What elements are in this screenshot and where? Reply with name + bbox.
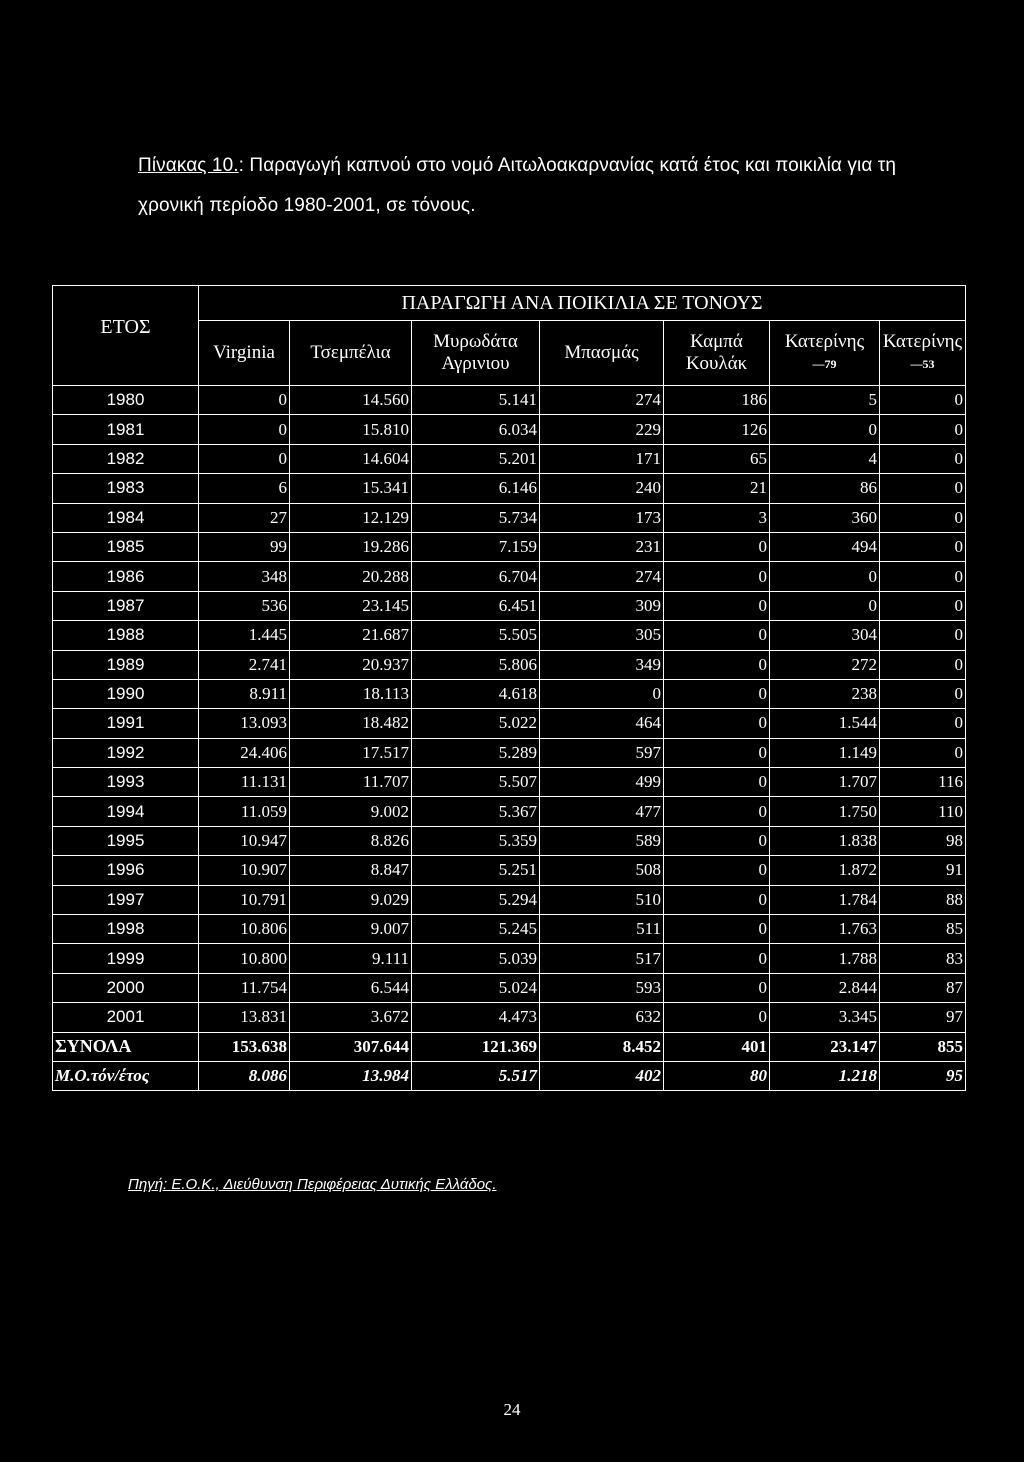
table-cell: 126 (664, 415, 770, 444)
table-cell: 1.218 (770, 1061, 880, 1090)
row-label: 1995 (53, 826, 199, 855)
table-cell: 11.131 (199, 768, 290, 797)
row-label: 1997 (53, 885, 199, 914)
year-column-header: ΕΤΟΣ (53, 286, 199, 386)
table-cell: 0 (199, 444, 290, 473)
table-cell: 508 (540, 856, 664, 885)
table-cell: 0 (664, 915, 770, 944)
row-label: 1992 (53, 738, 199, 767)
table-cell: 0 (664, 885, 770, 914)
table-cell: 99 (199, 532, 290, 561)
table-cell: 87 (880, 973, 966, 1002)
table-cell: 10.806 (199, 915, 290, 944)
table-cell: 1.763 (770, 915, 880, 944)
table-cell: 23.145 (290, 591, 412, 620)
page-number: 24 (503, 1400, 521, 1419)
table-cell: 12.129 (290, 503, 412, 532)
table-cell: 0 (880, 621, 966, 650)
column-header-line1: Καμπά (690, 331, 743, 352)
column-header (540, 321, 664, 386)
table-cell: 5.517 (412, 1061, 540, 1090)
row-label: 1999 (53, 944, 199, 973)
row-label: 1984 (53, 503, 199, 532)
table-cell: 65 (664, 444, 770, 473)
table-row (53, 503, 966, 532)
table-cell: 0 (664, 650, 770, 679)
table-cell: 0 (770, 591, 880, 620)
table-cell: 6.451 (412, 591, 540, 620)
table-cell: 85 (880, 915, 966, 944)
table-row (53, 709, 966, 738)
table-row (53, 621, 966, 650)
table-cell: 5.806 (412, 650, 540, 679)
table-cell: 6 (199, 474, 290, 503)
table-cell: 1.838 (770, 826, 880, 855)
table-row (53, 885, 966, 914)
table-cell: 0 (880, 532, 966, 561)
row-label: 1990 (53, 679, 199, 708)
table-row (53, 944, 966, 973)
table-cell: 589 (540, 826, 664, 855)
row-label: 1998 (53, 915, 199, 944)
table-cell: 17.517 (290, 738, 412, 767)
column-header-line2: Αγρινιου (441, 353, 510, 374)
table-cell: 307.644 (290, 1032, 412, 1061)
table-cell: 15.810 (290, 415, 412, 444)
row-label: 1986 (53, 562, 199, 591)
table-cell: 2.741 (199, 650, 290, 679)
table-cell: 231 (540, 532, 664, 561)
row-label: 1988 (53, 621, 199, 650)
table-cell: 238 (770, 679, 880, 708)
table-cell: 0 (199, 386, 290, 415)
average-row (53, 1061, 966, 1090)
column-header-line1: Μυρωδάτα (433, 331, 518, 352)
table-row (53, 444, 966, 473)
table-row (53, 738, 966, 767)
row-label: Μ.Ο.τόν/έτος (53, 1061, 199, 1090)
row-label: 1985 (53, 532, 199, 561)
table-cell: 360 (770, 503, 880, 532)
table-cell: 21 (664, 474, 770, 503)
table-cell: 10.791 (199, 885, 290, 914)
table-cell: 6.146 (412, 474, 540, 503)
table-cell: 5.289 (412, 738, 540, 767)
table-cell: 97 (880, 1003, 966, 1032)
table-cell: 11.754 (199, 973, 290, 1002)
table-cell: 95 (880, 1061, 966, 1090)
table-cell: 171 (540, 444, 664, 473)
table-cell: 1.707 (770, 768, 880, 797)
table-cell: 348 (199, 562, 290, 591)
table-row (53, 797, 966, 826)
caption-label: Πίνακας 10. (138, 155, 239, 176)
table-cell: 14.604 (290, 444, 412, 473)
table-cell: 110 (880, 797, 966, 826)
table-row (53, 532, 966, 561)
table-cell: 6.544 (290, 973, 412, 1002)
table-cell: 6.704 (412, 562, 540, 591)
table-cell: 5.024 (412, 973, 540, 1002)
table-caption (138, 146, 898, 226)
table-cell: 5.359 (412, 826, 540, 855)
table-cell: 80 (664, 1061, 770, 1090)
table-row (53, 591, 966, 620)
table-cell: 855 (880, 1032, 966, 1061)
column-header (880, 321, 966, 386)
table-cell: 0 (880, 679, 966, 708)
source-note: Πηγή: Ε.Ο.Κ., Διεύθυνση Περιφέρειας Δυτικής Ελλάδος. (128, 1176, 497, 1193)
row-label: 1996 (53, 856, 199, 885)
row-label: 1991 (53, 709, 199, 738)
table-cell: 0 (664, 562, 770, 591)
table-row (53, 768, 966, 797)
table-cell: 1.445 (199, 621, 290, 650)
table-row (53, 562, 966, 591)
table-cell: 517 (540, 944, 664, 973)
table-cell: 0 (880, 503, 966, 532)
table-cell: 349 (540, 650, 664, 679)
column-header (664, 321, 770, 386)
table-cell: 27 (199, 503, 290, 532)
table-cell: 632 (540, 1003, 664, 1032)
row-label: 1987 (53, 591, 199, 620)
row-label: ΣΥΝΟΛΑ (53, 1032, 199, 1061)
table-cell: 11.059 (199, 797, 290, 826)
table-cell: 121.369 (412, 1032, 540, 1061)
table-cell: 13.093 (199, 709, 290, 738)
row-label: 1982 (53, 444, 199, 473)
table-cell: 9.111 (290, 944, 412, 973)
table-cell: 5.367 (412, 797, 540, 826)
table-cell: 20.288 (290, 562, 412, 591)
table-cell: 11.707 (290, 768, 412, 797)
row-label: 1981 (53, 415, 199, 444)
column-header-line2: —53 (910, 357, 935, 371)
table-cell: 13.984 (290, 1061, 412, 1090)
column-header-line1: Μπασμάς (564, 342, 639, 363)
table-cell: 0 (540, 679, 664, 708)
table-cell: 597 (540, 738, 664, 767)
table-cell: 0 (664, 621, 770, 650)
table-cell: 186 (664, 386, 770, 415)
table-cell: 15.341 (290, 474, 412, 503)
table-cell: 305 (540, 621, 664, 650)
table-cell: 0 (664, 709, 770, 738)
table-cell: 4.473 (412, 1003, 540, 1032)
table-row (53, 474, 966, 503)
table-cell: 4.618 (412, 679, 540, 708)
table-cell: 5.734 (412, 503, 540, 532)
table-row (53, 650, 966, 679)
table-cell: 0 (199, 415, 290, 444)
table-cell: 14.560 (290, 386, 412, 415)
table-cell: 0 (664, 679, 770, 708)
table-row (53, 826, 966, 855)
total-row (53, 1032, 966, 1061)
table-cell: 0 (664, 944, 770, 973)
column-header-line2: —79 (812, 357, 837, 371)
table-cell: 0 (880, 415, 966, 444)
table-cell: 274 (540, 562, 664, 591)
table-row (53, 679, 966, 708)
table-cell: 116 (880, 768, 966, 797)
table-cell: 83 (880, 944, 966, 973)
column-header (290, 321, 412, 386)
table-cell: 7.159 (412, 532, 540, 561)
table-cell: 24.406 (199, 738, 290, 767)
table-cell: 0 (770, 415, 880, 444)
table-cell: 5.022 (412, 709, 540, 738)
row-label: 1983 (53, 474, 199, 503)
table-cell: 8.086 (199, 1061, 290, 1090)
table-cell: 2.844 (770, 973, 880, 1002)
table-row (53, 915, 966, 944)
table-cell: 8.847 (290, 856, 412, 885)
table-cell: 0 (880, 444, 966, 473)
table-cell: 304 (770, 621, 880, 650)
table-cell: 0 (664, 768, 770, 797)
row-label: 1989 (53, 650, 199, 679)
row-label: 1993 (53, 768, 199, 797)
table-cell: 0 (880, 474, 966, 503)
table-cell: 8.826 (290, 826, 412, 855)
row-label: 2000 (53, 973, 199, 1002)
row-label: 2001 (53, 1003, 199, 1032)
table-cell: 98 (880, 826, 966, 855)
table-cell: 0 (664, 973, 770, 1002)
table-cell: 3.345 (770, 1003, 880, 1032)
table-cell: 5.507 (412, 768, 540, 797)
production-table (52, 285, 966, 1091)
table-cell: 0 (880, 386, 966, 415)
table-cell: 9.029 (290, 885, 412, 914)
table-cell: 0 (664, 826, 770, 855)
column-header (770, 321, 880, 386)
column-header-line1: Κατερίνης (882, 331, 963, 352)
table-cell: 21.687 (290, 621, 412, 650)
table-cell: 13.831 (199, 1003, 290, 1032)
table-cell: 1.149 (770, 738, 880, 767)
table-cell: 511 (540, 915, 664, 944)
caption-text: : Παραγωγή καπνού στο νομό Αιτωλοακαρνανίας κατά έτος και ποικιλία για τη χρονική περίοδο 1980-2001, σε τόνους. (138, 155, 897, 216)
table-cell: 18.482 (290, 709, 412, 738)
table-cell: 0 (880, 562, 966, 591)
table-cell: 5.505 (412, 621, 540, 650)
table-row (53, 973, 966, 1002)
table-cell: 0 (664, 856, 770, 885)
table-cell: 10.907 (199, 856, 290, 885)
table-cell: 272 (770, 650, 880, 679)
table-cell: 8.911 (199, 679, 290, 708)
table-cell: 19.286 (290, 532, 412, 561)
table-cell: 401 (664, 1032, 770, 1061)
table-cell: 18.113 (290, 679, 412, 708)
table-cell: 0 (664, 532, 770, 561)
table-cell: 9.002 (290, 797, 412, 826)
table-cell: 5.294 (412, 885, 540, 914)
table-cell: 1.544 (770, 709, 880, 738)
table-cell: 1.872 (770, 856, 880, 885)
table-cell: 23.147 (770, 1032, 880, 1061)
table-cell: 3.672 (290, 1003, 412, 1032)
table-row (53, 386, 966, 415)
table-cell: 86 (770, 474, 880, 503)
table-cell: 1.750 (770, 797, 880, 826)
table-cell: 5.201 (412, 444, 540, 473)
table-cell: 5.141 (412, 386, 540, 415)
table-cell: 0 (880, 738, 966, 767)
table-cell: 0 (770, 562, 880, 591)
table-row (53, 856, 966, 885)
table-cell: 229 (540, 415, 664, 444)
column-header (199, 321, 290, 386)
table-cell: 0 (880, 709, 966, 738)
table-cell: 0 (880, 591, 966, 620)
table-cell: 3 (664, 503, 770, 532)
table-cell: 5.251 (412, 856, 540, 885)
table-cell: 20.937 (290, 650, 412, 679)
table-cell: 499 (540, 768, 664, 797)
table-cell: 8.452 (540, 1032, 664, 1061)
table-cell: 0 (880, 650, 966, 679)
table-cell: 6.034 (412, 415, 540, 444)
table-cell: 494 (770, 532, 880, 561)
table-cell: 5.245 (412, 915, 540, 944)
table-cell: 536 (199, 591, 290, 620)
table-cell: 0 (664, 1003, 770, 1032)
table-row (53, 415, 966, 444)
column-header-line1: Κατερίνης (784, 331, 865, 352)
table-cell: 10.947 (199, 826, 290, 855)
table-cell: 464 (540, 709, 664, 738)
column-header-line1: Τσεμπέλια (310, 342, 391, 363)
table-cell: 1.784 (770, 885, 880, 914)
table-cell: 10.800 (199, 944, 290, 973)
table-cell: 0 (664, 591, 770, 620)
table-cell: 5 (770, 386, 880, 415)
table-cell: 1.788 (770, 944, 880, 973)
row-label: 1994 (53, 797, 199, 826)
table-cell: 274 (540, 386, 664, 415)
table-cell: 593 (540, 973, 664, 1002)
table-cell: 9.007 (290, 915, 412, 944)
column-header (412, 321, 540, 386)
table-cell: 309 (540, 591, 664, 620)
table-cell: 4 (770, 444, 880, 473)
table-cell: 240 (540, 474, 664, 503)
table-cell: 91 (880, 856, 966, 885)
table-cell: 402 (540, 1061, 664, 1090)
table-cell: 5.039 (412, 944, 540, 973)
table-cell: 0 (664, 797, 770, 826)
table-cell: 510 (540, 885, 664, 914)
column-header-line1: Virginia (213, 342, 275, 363)
column-header-line2: Κουλάκ (685, 353, 748, 374)
group-header: ΠΑΡΑΓΩΓΗ ΑΝΑ ΠΟΙΚΙΛΙΑ ΣΕ ΤΟΝΟΥΣ (199, 286, 966, 321)
table-cell: 88 (880, 885, 966, 914)
table-cell: 173 (540, 503, 664, 532)
row-label: 1980 (53, 386, 199, 415)
table-row (53, 1003, 966, 1032)
table-cell: 0 (664, 738, 770, 767)
table-cell: 477 (540, 797, 664, 826)
table-cell: 153.638 (199, 1032, 290, 1061)
